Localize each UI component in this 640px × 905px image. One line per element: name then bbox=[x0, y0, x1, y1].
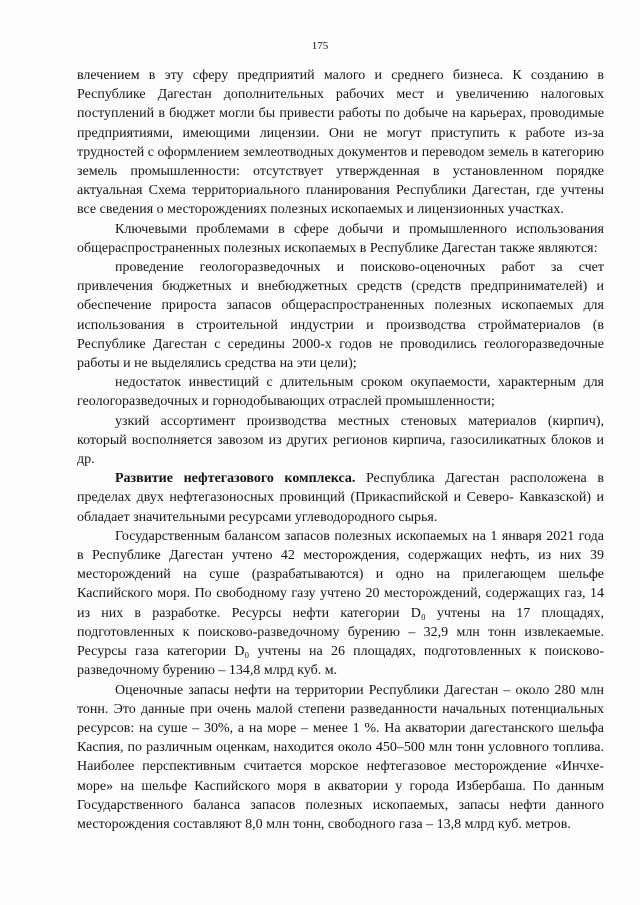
paragraph-5: узкий ассортимент производства местных стеновых материалов (кирпич), который восполняется завозом из других регионов кирпича, газосиликатных блоков и др. bbox=[77, 413, 604, 468]
paragraph-1: влечением в эту сферу предприятий малого и среднего бизнеса. К созданию в Республике Дагестан дополнительных рабочих мест и увеличению налоговых поступлений в бюджет могли бы привести работы по добыче на карьерах, проводимые предприятиями, имеющими лицензии. Они не могут приступить к работе из-за трудностей с оформлением землеотводных документов и переводом земель в категорию земель промышленности: отсутствует утвержденная в установленном порядке актуальная Схема территориального планирования Республики Дагестан, где учтены все сведения о месторождениях полезных ископаемых и лицензионных участках. bbox=[77, 68, 604, 218]
paragraph-6-text: Республика Дагестан расположена в пределах двух нефтегазоносных провинций (Прикаспийской и Северо- Кавказской) и обладает значительными ресурсами углеводородного сырья. bbox=[77, 471, 604, 525]
page-body bbox=[77, 66, 604, 834]
paragraph-2: Ключевыми проблемами в сфере добычи и промышленного использования общераспространенных полезных ископаемых в Республике Дагестан также являются: bbox=[77, 221, 604, 256]
paragraph-7: Государственным балансом запасов полезных ископаемых на 1 января 2021 года в Республике Дагестан учтено 42 месторождения, содержащих нефть, из них 39 месторождений на суше (разрабатываются) и одно на прилегающем шельфе Каспийского моря. По свободному газу учтено 20 месторождений, содержащих газ, 14 из них в разработке. Ресурсы нефти категории D₀ учтены на 17 площадях, подготовленных к поисково-разведочному бурению – 32,9 млн тонн извлекаемые. Ресурсы газа категории D₀ учтены на 26 площадях, подготовленных к поисково-разведочному бурению – 134,8 млрд куб. м. bbox=[77, 528, 604, 679]
page-number: 175 bbox=[311, 40, 329, 52]
paragraph-6 bbox=[77, 469, 604, 527]
paragraph-4: недостаток инвестиций с длительным сроком окупаемости, характерным для геологоразведочных и горнодобывающих отраслей промышленности; bbox=[77, 375, 604, 410]
paragraph-3: проведение геологоразведочных и поисково-оценочных работ за счет привлечения бюджетных и внебюджетных средств (средств предпринимателей) и обеспечение прироста запасов общераспространенных полезных ископаемых для использования в строительной индустрии и производства стройматериалов (в Республике Дагестан с середины 2000-х годов не проводились геологоразведочные работы и не выделялись средства на эти цели); bbox=[77, 260, 604, 372]
paragraph-8: Оценочные запасы нефти на территории Республики Дагестан – около 280 млн тонн. Это данные при очень малой степени разведанности начальных потенциальных ресурсов: на суше – 30%, а на море – менее 1 %. На акватории дагестанского шельфа Каспия, по различным оценкам, находится около 450–500 млн тонн условного топлива. Наиболее перспективным считается морское нефтегазовое месторождение «Инчхе-море» на шельфе Каспийского моря в акватории у города Избербаша. По данным Государственного баланса запасов полезных ископаемых, запасы нефти данного месторождения составляют 8,0 млн тонн, свободного газа – 13,8 млрд куб. метров. bbox=[77, 682, 604, 832]
section-heading: Развитие нефтегазового комплекса. bbox=[115, 471, 356, 487]
